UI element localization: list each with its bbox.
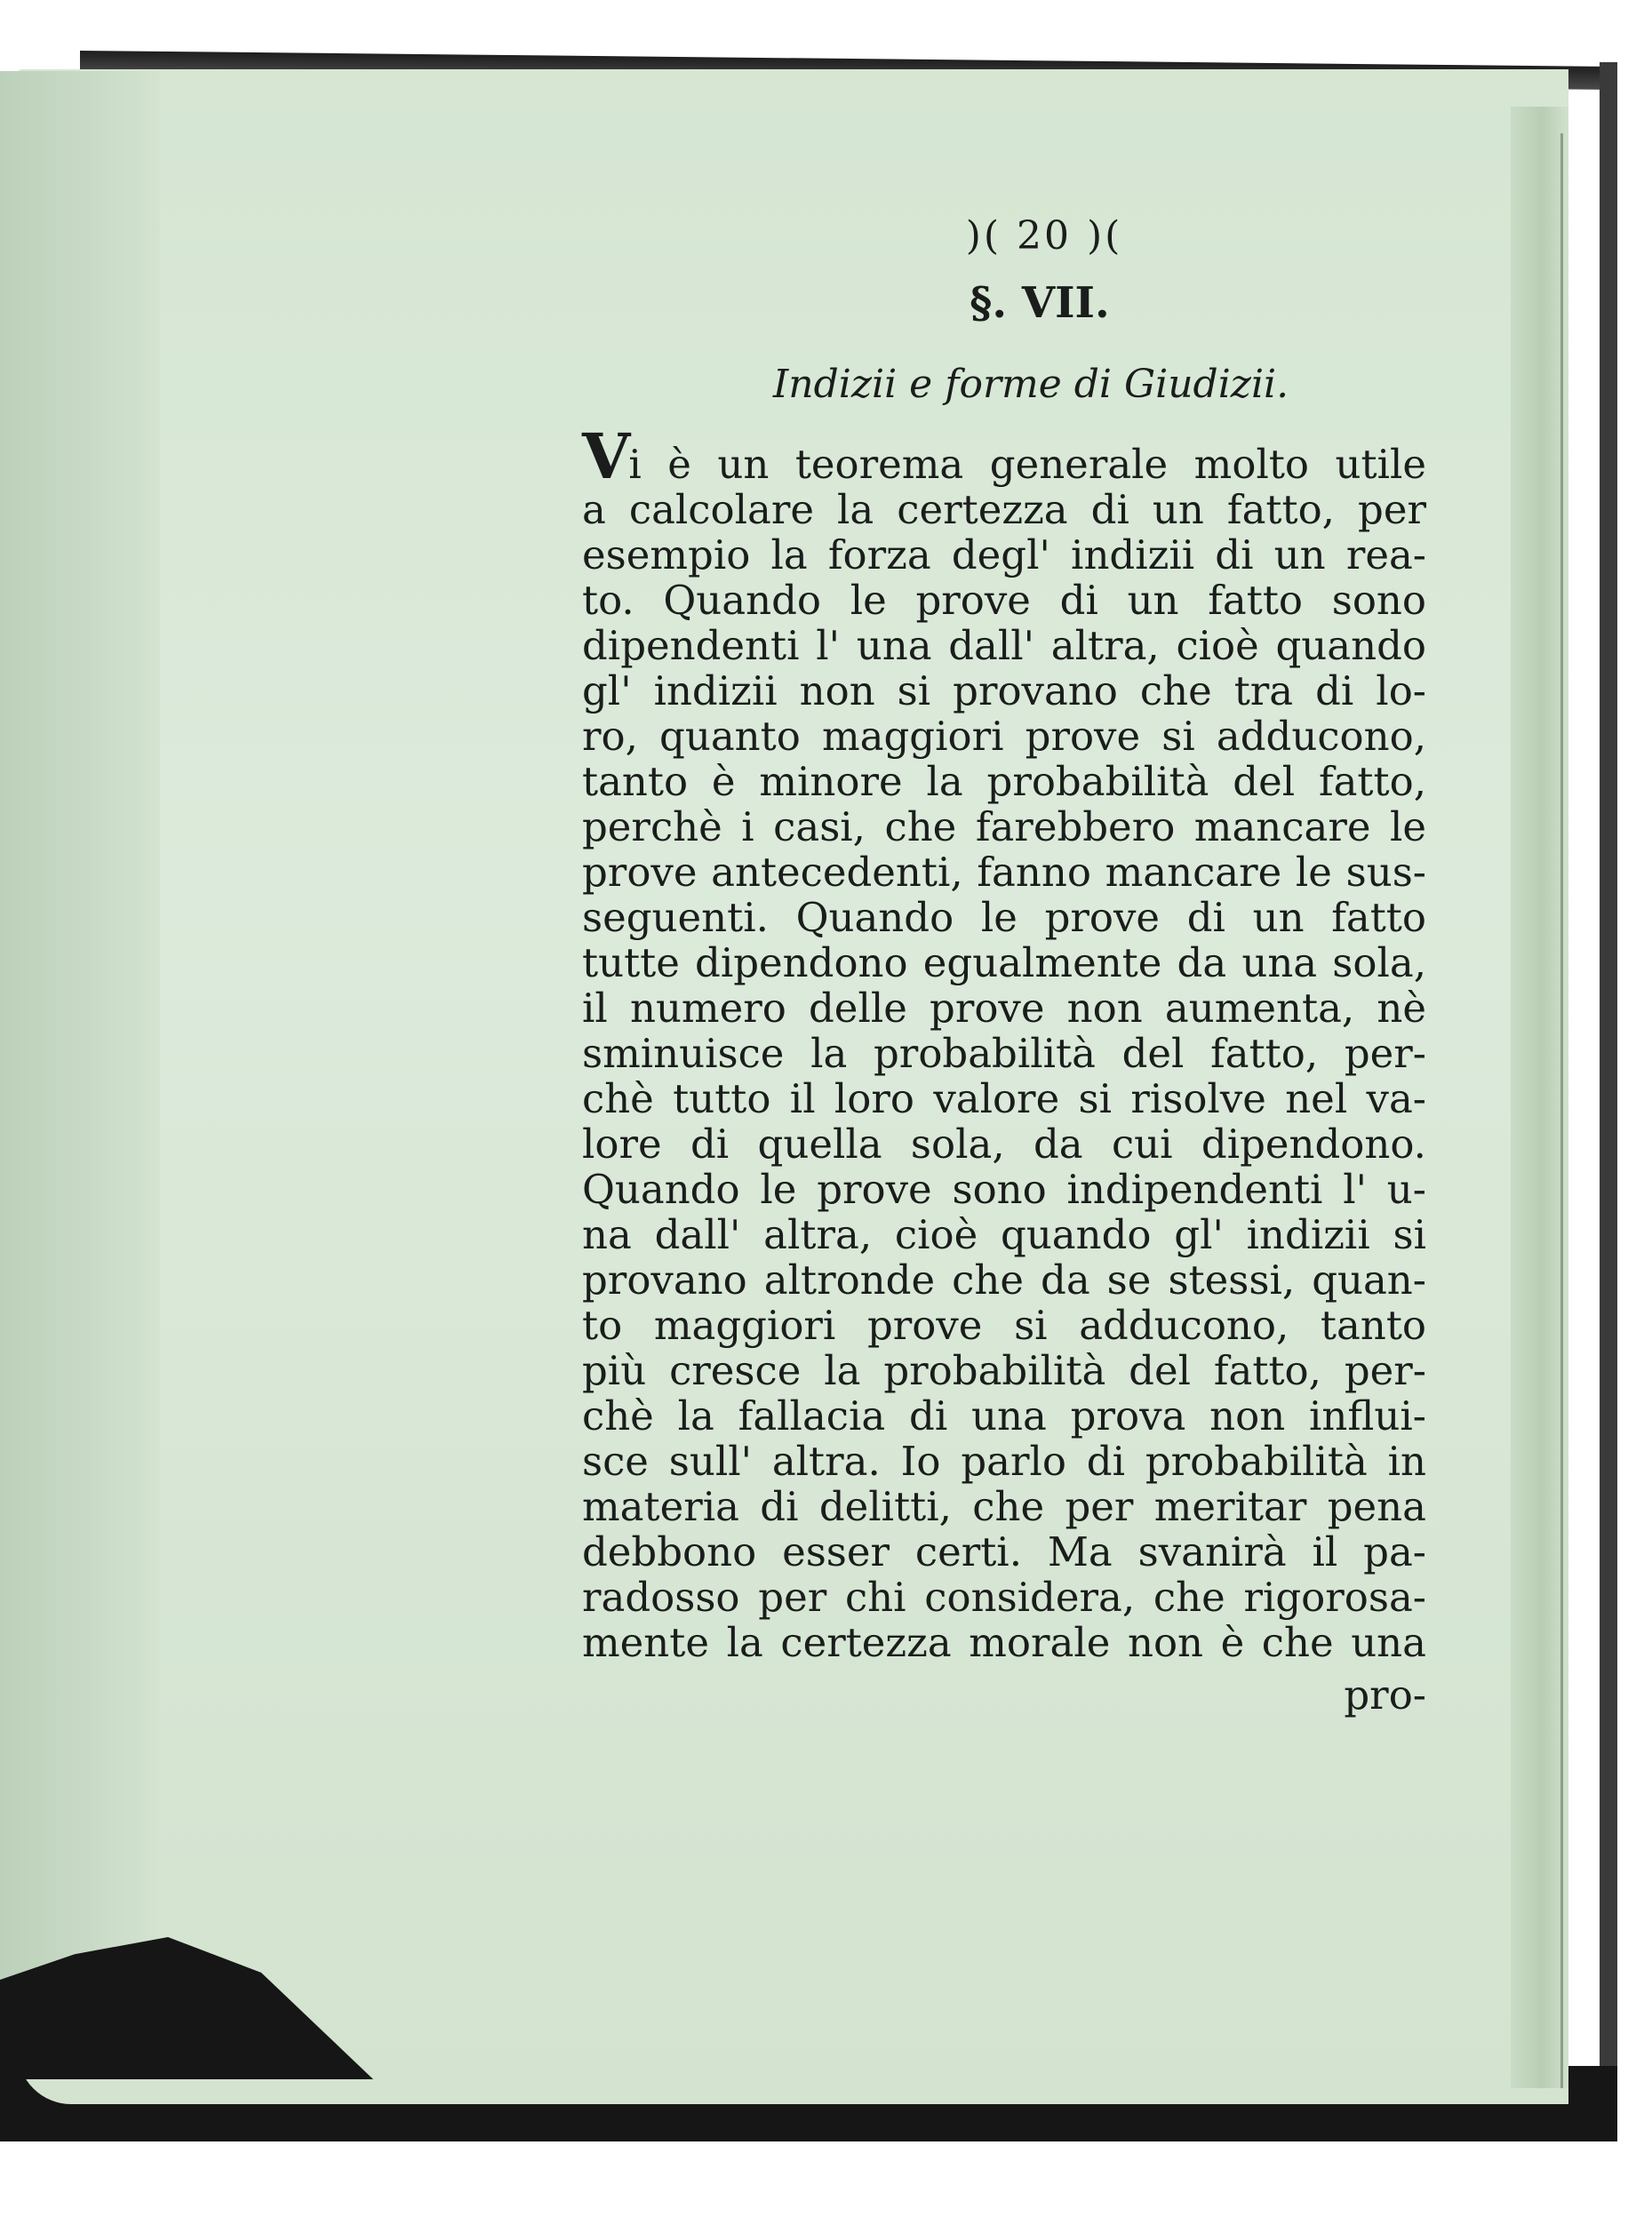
- body-line: to maggiori prove si adducono, tanto: [582, 1302, 1426, 1349]
- body-line: gl' indizii non si provano che tra di lo-: [582, 667, 1426, 714]
- body-line: più cresce la probabilità del fatto, per-: [582, 1347, 1426, 1394]
- section-heading: §. VII.: [970, 278, 1110, 328]
- body-line: na dall' altra, cioè quando gl' indizii si: [582, 1211, 1426, 1258]
- first-line-text: i è un teorema generale molto utile: [628, 441, 1426, 488]
- body-line: radosso per chi considera, che rigorosa-: [582, 1574, 1426, 1621]
- body-line: tanto è minore la probabilità del fatto,: [582, 758, 1426, 805]
- body-line: provano altronde che da se stessi, quan-: [582, 1256, 1426, 1304]
- body-text: [582, 419, 1426, 1666]
- body-line: a calcolare la certezza di un fatto, per: [582, 486, 1426, 533]
- page-text-block: [582, 213, 1426, 1722]
- body-line: chè tutto il loro valore si risolve nel va-: [582, 1075, 1426, 1122]
- body-line: to. Quando le prove di un fatto sono: [582, 577, 1426, 624]
- body-line: debbono esser certi. Ma svanirà il pa-: [582, 1528, 1426, 1575]
- body-line: perchè i casi, che farebbero mancare le: [582, 803, 1426, 850]
- catchword: pro-: [1344, 1671, 1426, 1719]
- body-line: tutte dipendono egualmente da una sola,: [582, 939, 1426, 986]
- body-line: lore di quella sola, da cui dipendono.: [582, 1120, 1426, 1168]
- body-line: sce sull' altra. Io parlo di probabilità in: [582, 1438, 1426, 1485]
- body-line: prove antecedenti, fanno mancare le sus-: [582, 849, 1426, 896]
- page-number: )( 20 )(: [965, 213, 1123, 259]
- body-line: sminuisce la probabilità del fatto, per-: [582, 1030, 1426, 1077]
- body-line: chè la fallacia di una prova non influi-: [582, 1392, 1426, 1439]
- body-line: materia di delitti, che per meritar pena: [582, 1483, 1426, 1530]
- section-title: Indizii e forme di Giudizii.: [772, 362, 1289, 407]
- body-first-line: [582, 419, 1426, 493]
- page-left-edge: [0, 71, 160, 2062]
- body-line: mente la certezza morale non è che una: [582, 1619, 1426, 1666]
- gutter-fold-line: [1560, 133, 1563, 2088]
- drop-cap: V: [582, 419, 629, 493]
- scan-border-right: [1600, 62, 1617, 2141]
- body-line: il numero delle prove non aumenta, nè: [582, 985, 1426, 1032]
- body-line: seguenti. Quando le prove di un fatto: [582, 894, 1426, 941]
- body-line: esempio la forza degl' indizii di un rea-: [582, 531, 1426, 578]
- body-line: ro, quanto maggiori prove si adducono,: [582, 713, 1426, 760]
- body-line: dipendenti l' una dall' altra, cioè quando: [582, 622, 1426, 669]
- body-line: Quando le prove sono indipendenti l' u-: [582, 1166, 1426, 1213]
